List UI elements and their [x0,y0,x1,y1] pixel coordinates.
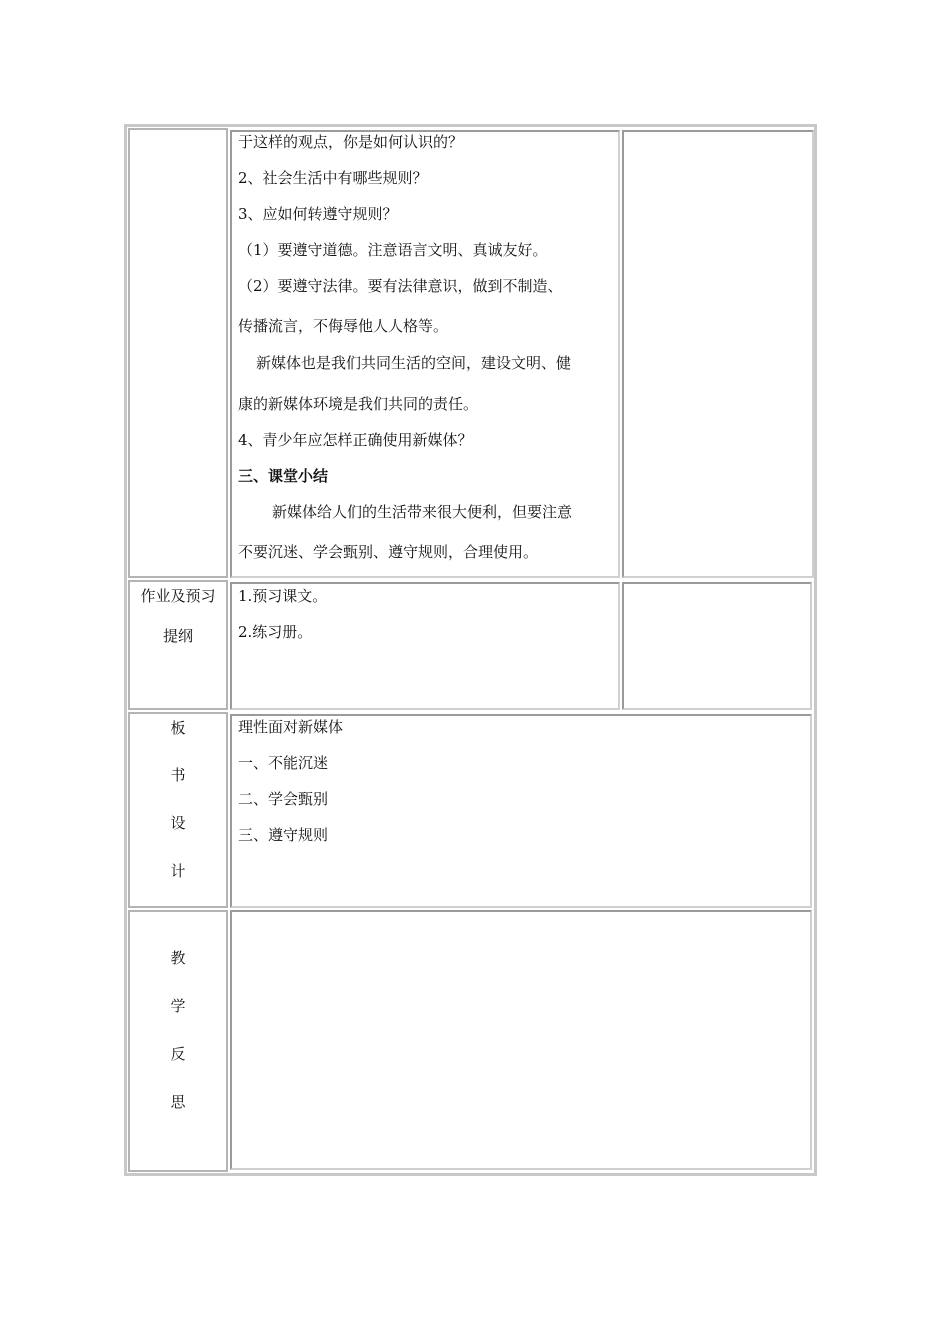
content-line-3: 3、应如何转遵守规则？ [238,205,398,223]
board-label-char-4: 计 [170,862,186,880]
reflection-label-char-4: 思 [170,1093,186,1111]
content-line-6: 传播流言，不侮辱他人人格等。 [238,317,449,335]
board-label-char-2: 书 [170,766,186,784]
summary-line-2: 不要沉迷、学会甄别、遵守规则，合理使用。 [238,543,539,561]
reflection-label-char-3: 反 [170,1045,186,1063]
content-line-4: （1）要遵守道德。注意语言文明、真诚友好。 [238,241,548,259]
content-line-8: 康的新媒体环境是我们共同的责任。 [238,395,479,413]
homework-item-1: 1.预习课文。 [238,587,328,605]
board-content-cell [230,714,812,908]
reflection-content-cell [230,910,812,1170]
reflection-label-char-2: 学 [170,997,186,1015]
row1-notes-cell [622,130,814,578]
summary-heading: 三、课堂小结 [238,467,329,485]
row1-label-cell [128,128,228,578]
content-line-1: 于这样的观点，你是如何认识的？ [238,133,464,151]
board-line-4: 三、遵守规则 [238,826,329,844]
board-label-char-3: 设 [170,814,186,832]
board-line-3: 二、学会甄别 [238,790,329,808]
board-label-char-1: 板 [170,719,186,737]
homework-label-line2: 提纲 [162,627,193,645]
homework-notes-cell [622,582,812,710]
content-line-7: 新媒体也是我们共同生活的空间，建设文明、健 [256,354,572,372]
board-line-2: 一、不能沉迷 [238,754,329,772]
content-line-5: （2）要遵守法律。要有法律意识，做到不制造、 [238,277,563,295]
summary-line-1: 新媒体给人们的生活带来很大便利，但要注意 [272,503,573,521]
homework-label-line1: 作业及预习 [140,587,216,605]
reflection-label-char-1: 教 [170,949,186,967]
homework-item-2: 2.练习册。 [238,623,313,641]
board-line-1: 理性面对新媒体 [238,718,344,736]
content-line-2: 2、社会生活中有哪些规则？ [238,169,428,187]
content-line-9: 4、青少年应怎样正确使用新媒体？ [238,431,473,449]
